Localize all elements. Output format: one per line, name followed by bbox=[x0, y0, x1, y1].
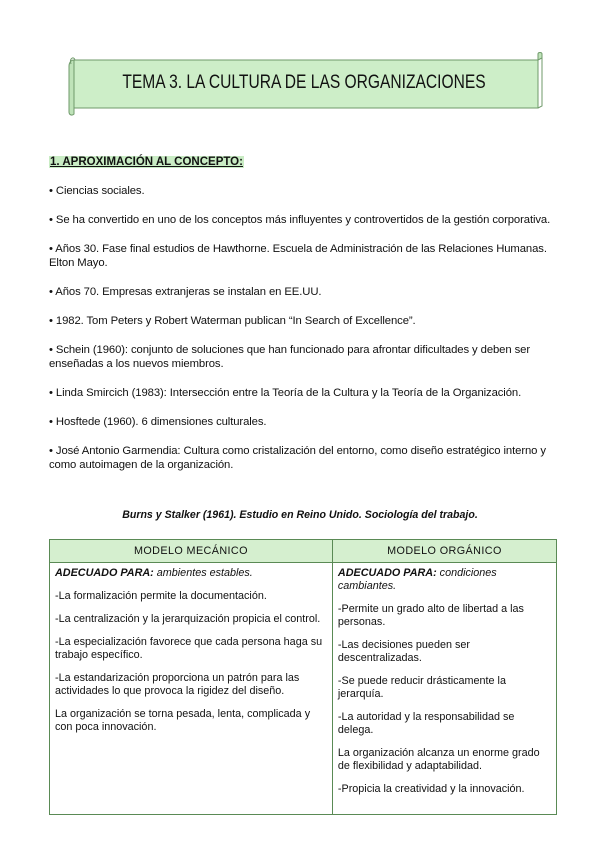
bullet-item: • Schein (1960): conjunto de soluciones que han funcionado para afrontar dificultades y deben ser enseñadas a los nuevos miembros. bbox=[49, 344, 530, 370]
list-item: -Se puede reducir drásticamente la jerarquía. bbox=[337, 675, 506, 700]
models-table bbox=[49, 539, 557, 815]
lead-line bbox=[55, 567, 328, 580]
list-item: -Permite un grado alto de libertad a las personas. bbox=[337, 603, 524, 628]
list-item: La organización se torna pesada, lenta, complicada y con poca innovación. bbox=[55, 708, 311, 733]
title-banner bbox=[68, 52, 540, 112]
section-heading: 1. APROXIMACIÓN AL CONCEPTO: bbox=[50, 156, 243, 168]
lead-label: ADECUADO PARA: bbox=[337, 567, 437, 579]
bullet-item: • Años 70. Empresas extranjeras se instalan en EE.UU. bbox=[49, 286, 322, 298]
lead-value: ambientes estables. bbox=[153, 567, 253, 579]
list-item: -Las decisiones pueden ser descentralizadas. bbox=[337, 639, 470, 664]
bullet-item: • Hosftede (1960). 6 dimensiones culturales. bbox=[49, 416, 267, 428]
bullet-item: • 1982. Tom Peters y Robert Waterman publican “In Search of Excellence”. bbox=[49, 315, 416, 327]
header-mecanico: MODELO MECÁNICO bbox=[50, 540, 333, 563]
list-item: -La formalización permite la documentación. bbox=[55, 590, 267, 602]
page-title: TEMA 3. LA CULTURA DE LAS ORGANIZACIONES bbox=[122, 72, 486, 93]
lead-label: ADECUADO PARA: bbox=[55, 567, 154, 579]
bullet-item: • Linda Smircich (1983): Intersección entre la Teoría de la Cultura y la Teoría de la Organización. bbox=[49, 387, 522, 399]
bullet-item: • Ciencias sociales. bbox=[49, 185, 145, 197]
list-item: -Propicia la creatividad y la innovación. bbox=[337, 783, 525, 795]
list-item: -La especialización favorece que cada persona haga su trabajo específico. bbox=[55, 636, 323, 661]
list-item: -La centralización y la jerarquización propicia el control. bbox=[55, 613, 321, 625]
bullet-list bbox=[49, 184, 559, 487]
list-item: -La autoridad y la responsabilidad se delega. bbox=[337, 711, 515, 736]
cell-organico bbox=[332, 563, 556, 815]
bullet-item: • Se ha convertido en uno de los conceptos más influyentes y controvertidos de la gestión corporativa. bbox=[49, 214, 551, 226]
bullet-item: • Años 30. Fase final estudios de Hawthorne. Escuela de Administración de las Relaciones Humanas. Elton Mayo. bbox=[49, 243, 547, 269]
list-item: -La estandarización proporciona un patrón para las actividades lo que provoca la rigidez del diseño. bbox=[55, 672, 300, 697]
bullet-item: • José Antonio Garmendia: Cultura como cristalización del entorno, como diseño estratégico interno y como autoimagen de la organización. bbox=[49, 445, 546, 471]
cell-mecanico bbox=[50, 563, 333, 815]
list-item: La organización alcanza un enorme grado de flexibilidad y adaptabilidad. bbox=[337, 747, 540, 772]
lead-value: condiciones cambiantes. bbox=[337, 567, 497, 592]
header-organico: MODELO ORGÁNICO bbox=[332, 540, 556, 563]
lead-line bbox=[338, 567, 552, 593]
table-caption: Burns y Stalker (1961). Estudio en Reino Unido. Sociología del trabajo. bbox=[122, 509, 478, 521]
